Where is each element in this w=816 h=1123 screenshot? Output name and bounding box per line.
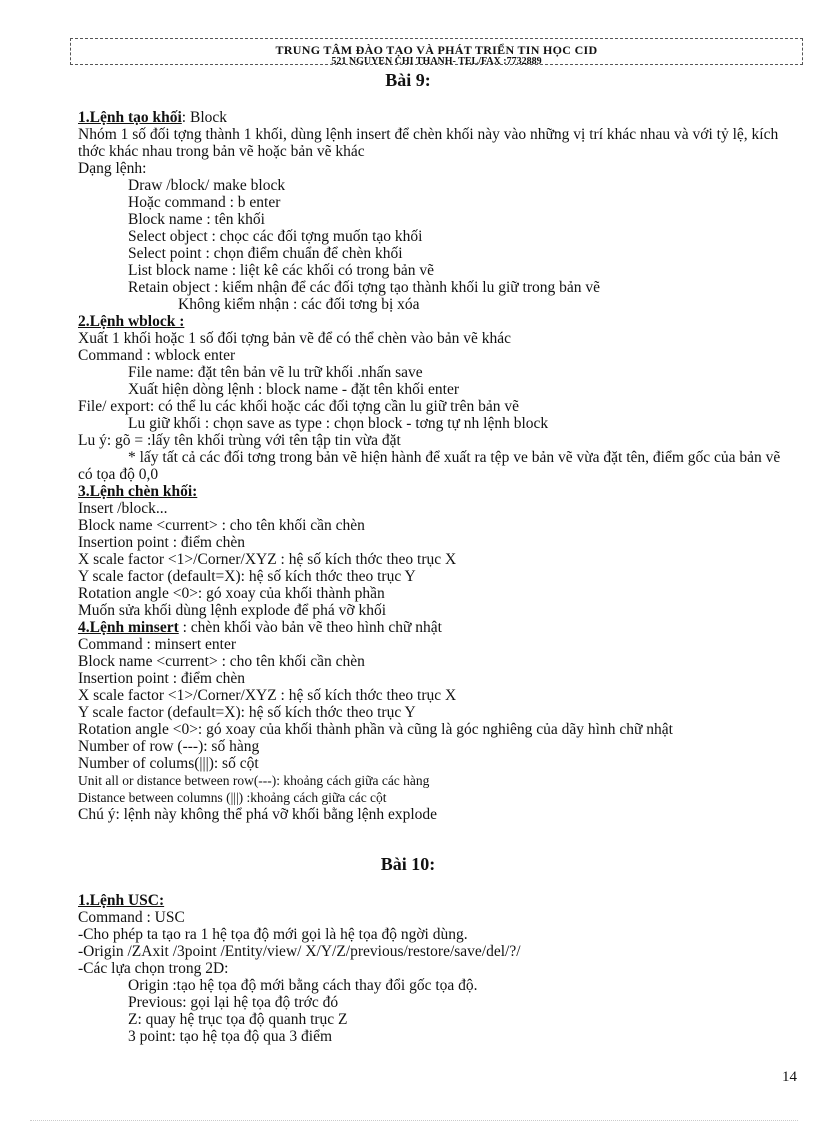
- section-heading-minsert: 4.Lệnh minsert : chèn khối vào bản vẽ theo hình chữ nhật: [78, 619, 442, 636]
- list-item: X scale factor <1>/Corner/XYZ : hệ số kích thớc theo trục X: [78, 687, 457, 704]
- paragraph: File/ export: có thể lu các khối hoặc các đối tợng cần lu giữ trên bản vẽ: [78, 398, 519, 415]
- list-item: Unit all or distance between row(---): khoảng cách giữa các hàng: [78, 773, 430, 788]
- list-item: Y scale factor (default=X): hệ số kích thớc theo trục Y: [78, 704, 416, 721]
- list-item: Command : minsert enter: [78, 636, 236, 653]
- list-item: Lu giữ khối : chọn save as type : chọn block - tơng tự nh lệnh block: [128, 415, 549, 432]
- lesson-9-title: Bài 9:: [385, 70, 431, 90]
- note: Chú ý: lệnh này không thể phá vỡ khối bằng lệnh explode: [78, 806, 438, 823]
- list-item: Z: quay hệ trục tọa độ quanh trục Z: [128, 1011, 348, 1028]
- list-item: Không kiểm nhận : các đối tơng bị xóa: [178, 296, 420, 313]
- list-item: Rotation angle <0>: gó xoay của khối thành phần: [78, 585, 385, 602]
- list-item: Insertion point : điểm chèn: [78, 670, 246, 687]
- paragraph: Xuất 1 khối hoặc 1 số đối tợng bản vẽ để có thể chèn vào bản vẽ khác: [78, 330, 512, 347]
- paragraph: Nhóm 1 số đối tợng thành 1 khối, dùng lệnh insert để chèn khối này vào những vị trí khác nhau và với tỷ lệ, kích thớc khác nhau trong bản vẽ hoặc bản vẽ khác: [78, 126, 779, 160]
- list-item: Origin :tạo hệ tọa độ mới bằng cách thay đổi gốc tọa độ.: [128, 977, 478, 994]
- lesson-9-body: [78, 109, 798, 823]
- list-item: Retain object : kiểm nhận để các đối tợng tạo thành khối lu giữ trong bản vẽ: [128, 279, 601, 296]
- list-item: Command : USC: [78, 909, 185, 926]
- section-heading-insert: 3.Lệnh chèn khối:: [78, 483, 198, 500]
- lesson-10-body: [78, 892, 798, 1045]
- header-center-name: TRUNG TÂM ĐÀO TẠO VÀ PHÁT TRIỂN TIN HỌC CID: [275, 43, 598, 57]
- note: * lấy tất cả các đối tơng trong bản vẽ hiện hành để xuất ra tệp ve bản vẽ vừa đặt tên, điểm gốc của bản vẽ có tọa độ 0,0: [78, 449, 781, 483]
- header-address: 521 NGUYỄN CHÍ THANH- TEL/FAX :7732889: [331, 57, 542, 65]
- list-item: X scale factor <1>/Corner/XYZ : hệ số kích thớc theo trục X: [78, 551, 457, 568]
- list-item: Insertion point : điểm chèn: [78, 534, 246, 551]
- list-item: 3 point: tạo hệ tọa độ qua 3 điểm: [128, 1028, 333, 1045]
- list-item: Insert /block...: [78, 500, 168, 517]
- list-item: Select point : chọn điểm chuẩn để chèn khối: [128, 245, 403, 262]
- list-item: Block name <current> : cho tên khối cần chèn: [78, 517, 365, 534]
- list-item: Rotation angle <0>: gó xoay của khối thành phần và cũng là góc nghiêng của dãy hình chữ nhật: [78, 721, 673, 738]
- section-heading-usc: 1.Lệnh USC:: [78, 892, 165, 909]
- lesson-10-title: Bài 10:: [380, 854, 436, 874]
- list-item: Distance between columns (|||) :khoảng cách giữa các cột: [78, 790, 387, 805]
- section-heading-block: 1.Lệnh tạo khối: Block: [78, 109, 228, 126]
- list-item: List block name : liệt kê các khối có trong bản vẽ: [128, 262, 435, 279]
- paragraph: Dạng lệnh:: [78, 160, 147, 177]
- list-item: Block name <current> : cho tên khối cần chèn: [78, 653, 365, 670]
- list-item: Draw /block/ make block: [128, 177, 286, 194]
- list-item: Previous: gọi lại hệ tọa độ trớc đó: [128, 994, 339, 1011]
- list-item: Y scale factor (default=X): hệ số kích thớc theo trục Y: [78, 568, 416, 585]
- list-item: -Origin /ZAxit /3point /Entity/view/ X/Y/Z/previous/restore/save/del/?/: [78, 943, 521, 960]
- list-item: Block name : tên khối: [128, 211, 265, 228]
- list-item: Hoặc command : b enter: [128, 194, 281, 211]
- note: Lu ý: gõ = :lấy tên khối trùng với tên tập tin vừa đặt: [78, 432, 401, 449]
- section-heading-wblock: 2.Lệnh wblock :: [78, 313, 185, 330]
- footer-divider: [30, 1120, 798, 1121]
- page-number: 14: [782, 1069, 797, 1085]
- list-item: -Các lựa chọn trong 2D:: [78, 960, 229, 977]
- page-header: [70, 38, 803, 65]
- paragraph: Command : wblock enter: [78, 347, 236, 364]
- list-item: Select object : chọc các đối tợng muốn tạo khối: [128, 228, 423, 245]
- list-item: Number of row (---): số hàng: [78, 738, 260, 755]
- list-item: -Cho phép ta tạo ra 1 hệ tọa độ mới gọi là hệ tọa độ ngời dùng.: [78, 926, 468, 943]
- list-item: Number of colums(|||): số cột: [78, 755, 259, 772]
- list-item: File name: đặt tên bản vẽ lu trữ khối .nhấn save: [128, 364, 423, 381]
- list-item: Muốn sửa khối dùng lệnh explode để phá vỡ khối: [78, 602, 387, 619]
- list-item: Xuất hiện dòng lệnh : block name - đặt tên khối enter: [128, 381, 460, 398]
